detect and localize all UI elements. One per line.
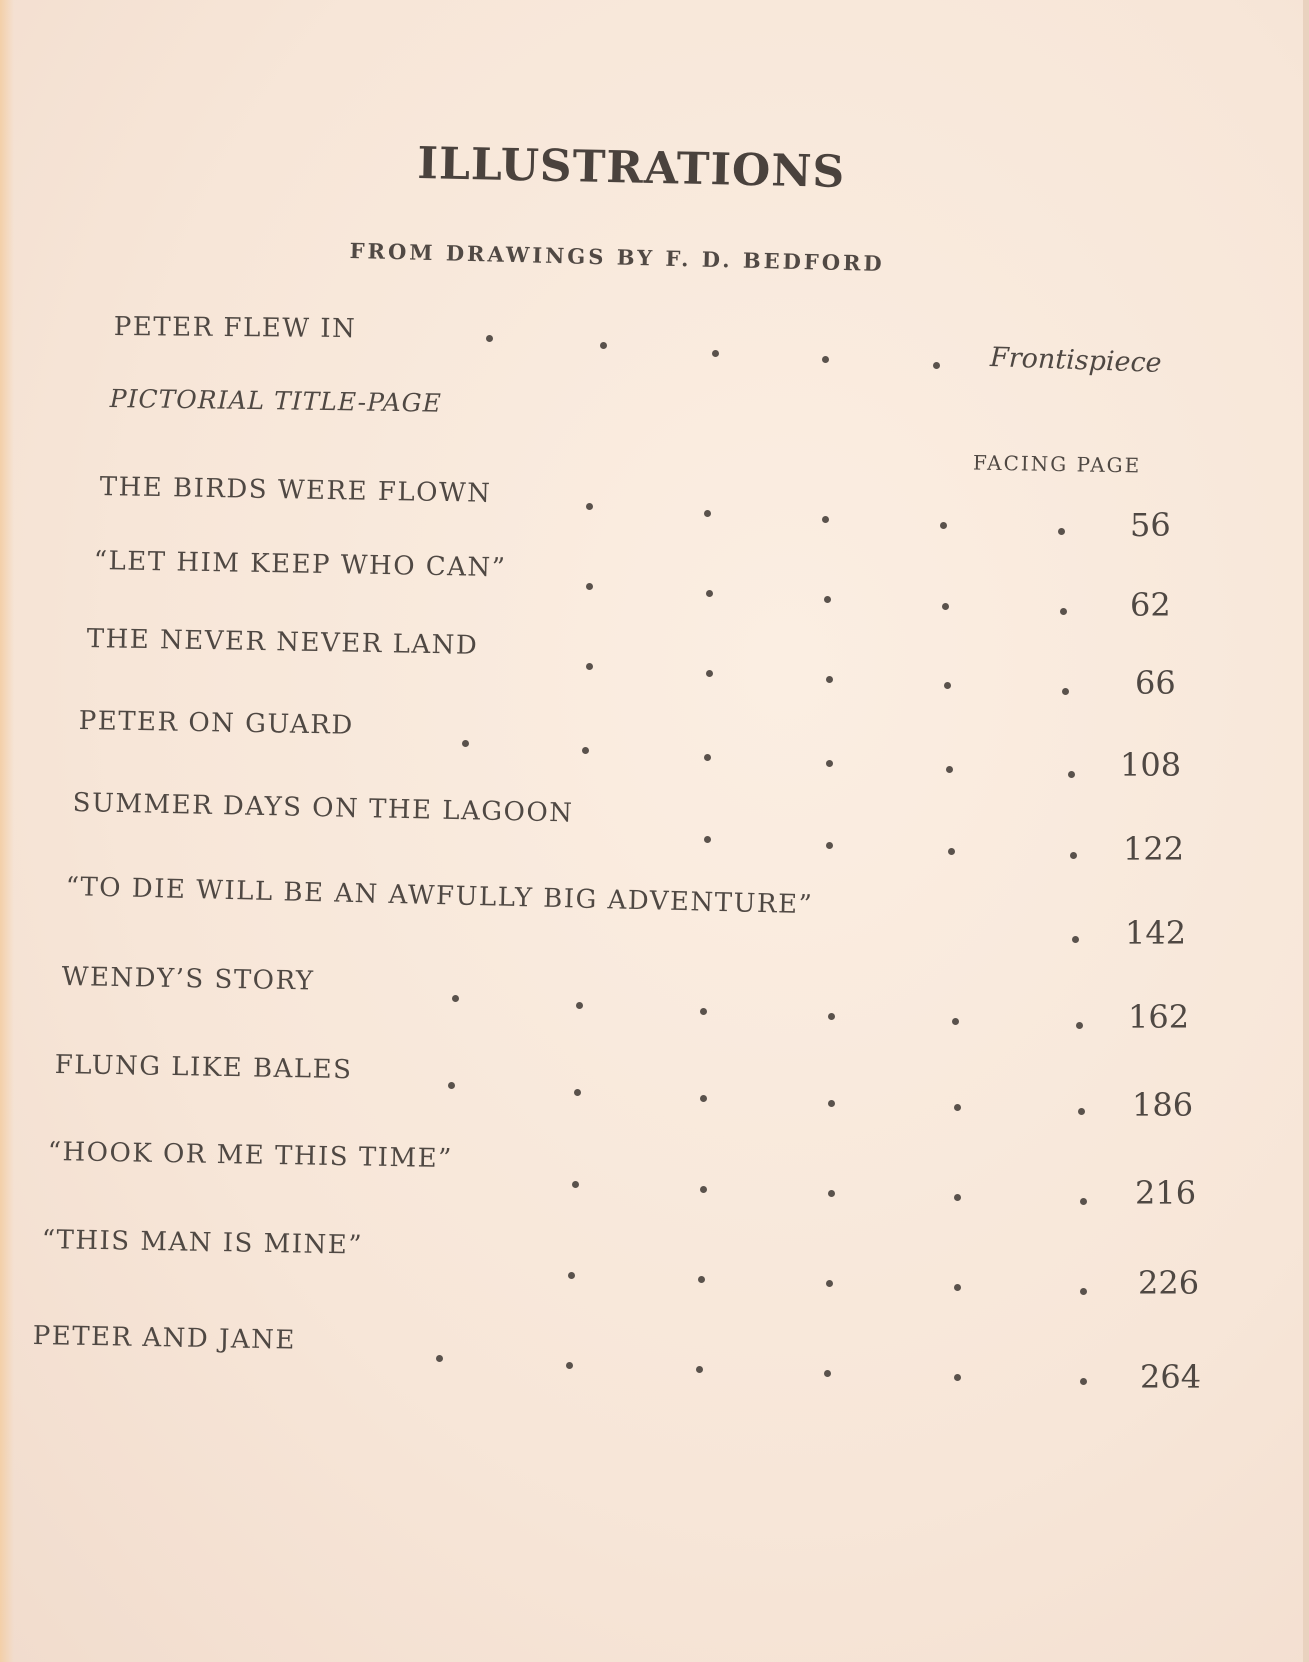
entry-title: PICTORIAL TITLE-PAGE — [109, 384, 443, 418]
entry-title: PETER FLEW IN — [113, 312, 357, 345]
facing-page-header: FACING PAGE — [972, 450, 1142, 478]
entry-title: PETER AND JANE — [32, 1321, 297, 1356]
entry-page: 56 — [1130, 506, 1171, 544]
entry-page: 122 — [1123, 830, 1185, 868]
entry-title: PETER ON GUARD — [78, 706, 355, 741]
entry-page: 216 — [1135, 1174, 1197, 1212]
entry-page: Frontispiece — [989, 342, 1163, 379]
entry-title: “LET HIM KEEP WHO CAN” — [93, 546, 507, 584]
page-edge-right — [1303, 0, 1309, 1662]
entry-title: “TO DIE WILL BE AN AWFULLY BIG ADVENTURE” — [65, 872, 814, 921]
entry-title: FLUNG LIKE BALES — [54, 1050, 353, 1086]
entry-title: “THIS MAN IS MINE” — [41, 1225, 364, 1261]
entry-title: THE NEVER NEVER LAND — [86, 624, 479, 661]
entry-title: “HOOK OR ME THIS TIME” — [47, 1137, 454, 1175]
entry-page: 62 — [1130, 586, 1171, 624]
entry-title: SUMMER DAYS ON THE LAGOON — [72, 788, 574, 829]
page-subtitle: FROM DRAWINGS BY F. D. BEDFORD — [349, 238, 885, 277]
entry-page: 226 — [1138, 1264, 1200, 1302]
entry-page: 108 — [1120, 746, 1182, 784]
page-title: ILLUSTRATIONS — [416, 138, 846, 198]
page-edge-left — [0, 0, 14, 1662]
entry-page: 162 — [1128, 998, 1190, 1036]
entry-page: 142 — [1125, 914, 1187, 952]
entry-title: WENDY’S STORY — [61, 962, 315, 997]
entry-page: 264 — [1140, 1358, 1202, 1396]
entry-title: THE BIRDS WERE FLOWN — [99, 472, 492, 509]
entry-page: 66 — [1135, 664, 1176, 702]
entry-page: 186 — [1132, 1086, 1194, 1124]
